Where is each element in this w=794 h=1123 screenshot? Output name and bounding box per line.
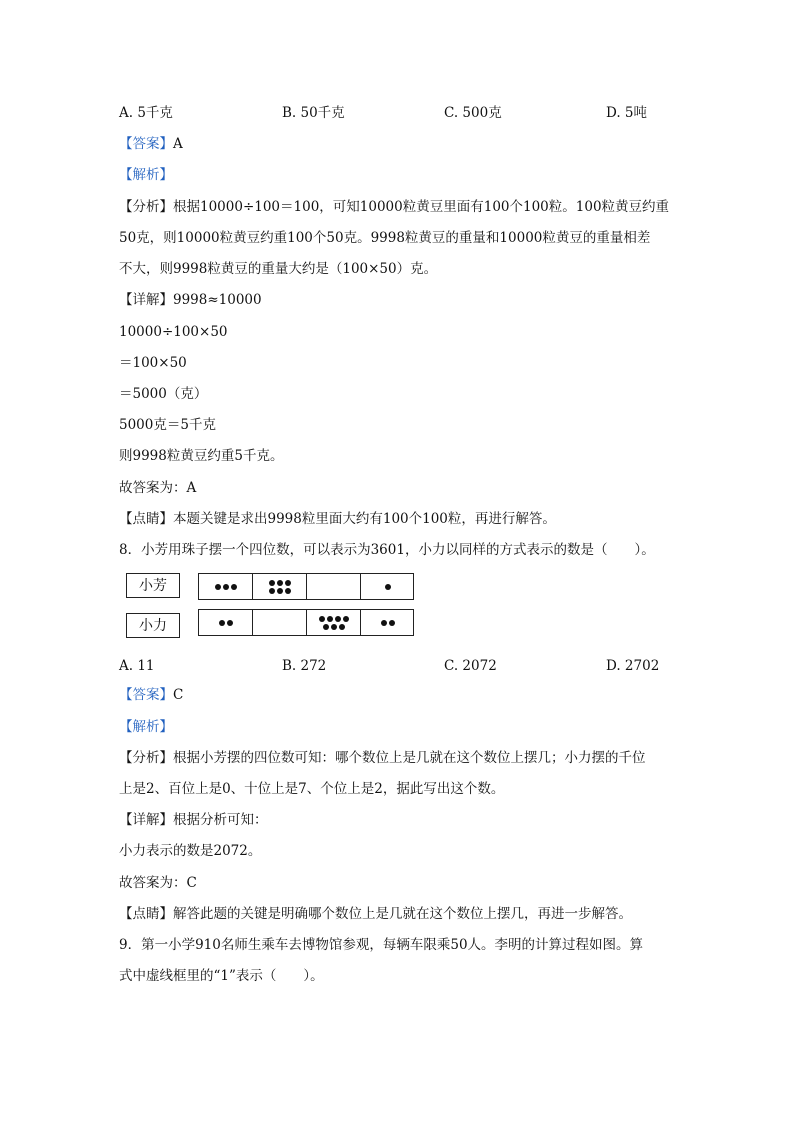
q7-fenxi-1	[119, 198, 669, 216]
q7-xiangjie-1	[119, 291, 262, 309]
dianjing-text: 解答此题的关键是明确哪个数位上是几就在这个数位上摆几，再进一步解答。	[173, 906, 632, 922]
bead-dot	[285, 580, 291, 586]
bead-dot	[343, 616, 349, 622]
dianjing-tag: 【点睛】	[119, 906, 173, 922]
q8-option-d: D. 2702	[606, 658, 660, 674]
bead-row-xiaoli	[198, 609, 414, 636]
bead-row-xiaofang	[198, 573, 414, 600]
q8-answer	[119, 686, 183, 704]
q8-xiangjie-1	[119, 811, 268, 829]
bead-dot	[323, 624, 329, 630]
q7-xiangjie-2: 10000÷100×50	[119, 324, 228, 340]
bead-dot	[269, 580, 275, 586]
bead-cell-thousands	[199, 610, 253, 635]
xiangjie-text: 根据分析可知：	[173, 812, 268, 828]
q8-stem: 8．小芳用珠子摆一个四位数，可以表示为3601，小力以同样的方式表示的数是（ ）。	[119, 542, 655, 558]
bead-dot	[339, 624, 345, 630]
bead-dot	[319, 616, 325, 622]
bead-dot	[215, 584, 221, 590]
bead-dot	[227, 620, 233, 626]
q8-dianjing	[119, 905, 632, 923]
answer-value: A	[173, 136, 183, 152]
bead-table	[126, 572, 416, 642]
q7-fenxi-3: 不大，则9998粒黄豆的重量大约是（100×50）克。	[119, 261, 438, 277]
q7-xiangjie-4: ＝5000（克）	[119, 386, 208, 402]
answer-tag: 【答案】	[119, 136, 173, 152]
q7-answer	[119, 135, 183, 153]
bead-dot	[285, 588, 291, 594]
q7-xiangjie-3: ＝100×50	[119, 355, 187, 371]
q7-option-b: B. 50千克	[282, 105, 345, 121]
q9-stem-2: 式中虚线框里的“1”表示（ ）。	[119, 968, 324, 984]
fenxi-text: 根据小芳摆的四位数可知：哪个数位上是几就在这个数位上摆几；小力摆的千位	[173, 750, 646, 766]
xiangjie-tag: 【详解】	[119, 292, 173, 308]
bead-cell-ones	[361, 574, 415, 599]
dianjing-text: 本题关键是求出9998粒里面大约有100个100粒，再进行解答。	[173, 511, 556, 527]
q7-jiexi: 【解析】	[119, 167, 173, 183]
q8-fenxi-1	[119, 749, 646, 767]
q8-xiangjie-3: 故答案为：C	[119, 875, 197, 891]
q8-xiangjie-2: 小力表示的数是2072。	[119, 843, 262, 859]
fenxi-tag: 【分析】	[119, 750, 173, 766]
answer-tag: 【答案】	[119, 687, 173, 703]
xiangjie-tag: 【详解】	[119, 812, 173, 828]
xiangjie-text: 9998≈10000	[173, 292, 262, 308]
q7-option-c: C. 500克	[444, 105, 502, 121]
bead-dot	[327, 616, 333, 622]
bead-dot	[335, 616, 341, 622]
bead-cell-hundreds	[253, 574, 307, 599]
bead-dot	[277, 580, 283, 586]
q8-fenxi-2: 上是2、百位上是0、十位上是7、个位上是2，据此写出这个数。	[119, 781, 505, 797]
q9-stem-1: 9．第一小学910名师生乘车去博物馆参观，每辆车限乘50人。李明的计算过程如图。算	[119, 937, 644, 953]
bead-cell-thousands	[199, 574, 253, 599]
bead-cell-hundreds	[253, 610, 307, 635]
bead-dot	[269, 588, 275, 594]
q7-dianjing	[119, 510, 556, 528]
bead-cell-tens	[307, 574, 361, 599]
q8-jiexi: 【解析】	[119, 719, 173, 735]
q8-option-c: C. 2072	[444, 658, 497, 674]
bead-cell-ones	[361, 610, 415, 635]
q7-xiangjie-5: 5000克＝5千克	[119, 417, 216, 433]
bead-row-name-xiaofang: 小芳	[126, 573, 180, 598]
q7-option-a: A. 5千克	[119, 105, 173, 121]
bead-row-name-xiaoli: 小力	[126, 613, 180, 638]
bead-dot	[385, 584, 391, 590]
bead-dot	[331, 624, 337, 630]
fenxi-text: 根据10000÷100＝100，可知10000粒黄豆里面有100个100粒。100粒黄豆约重	[173, 199, 670, 215]
q8-option-a: A. 11	[119, 658, 155, 674]
bead-dot	[223, 584, 229, 590]
bead-cell-tens	[307, 610, 361, 635]
bead-dot	[219, 620, 225, 626]
q7-fenxi-2: 50克，则10000粒黄豆约重100个50克。9998粒黄豆的重量和10000粒黄豆的重量相差	[119, 230, 651, 246]
fenxi-tag: 【分析】	[119, 199, 173, 215]
q7-xiangjie-7: 故答案为：A	[119, 480, 197, 496]
dianjing-tag: 【点睛】	[119, 511, 173, 527]
q7-option-d: D. 5吨	[606, 105, 648, 121]
bead-dot	[277, 588, 283, 594]
q7-xiangjie-6: 则9998粒黄豆约重5千克。	[119, 448, 284, 464]
q8-option-b: B. 272	[282, 658, 327, 674]
bead-dot	[389, 620, 395, 626]
bead-dot	[231, 584, 237, 590]
answer-value: C	[173, 687, 184, 703]
bead-dot	[381, 620, 387, 626]
